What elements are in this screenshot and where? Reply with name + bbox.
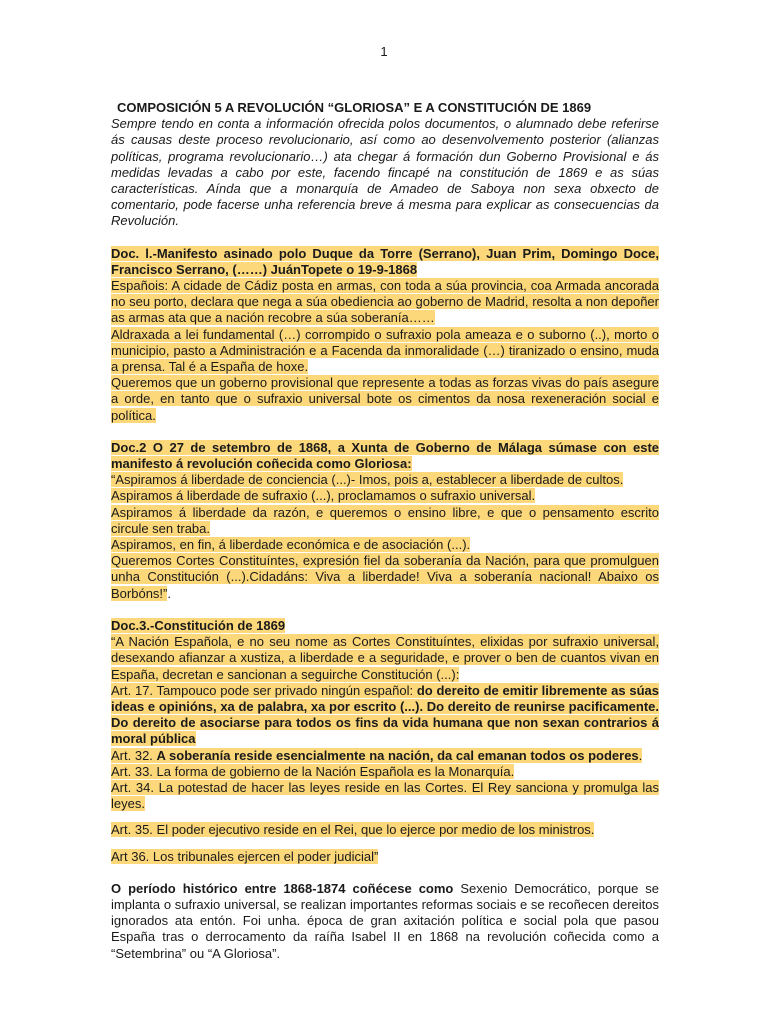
document-body bbox=[111, 100, 659, 962]
doc1-paragraph-2: Aldraxada a lei fundamental (…) corrompido o sufraxio pola ameaza e o suborno (..), morto o municipio, pasto a Administración e a Facenda da inmoralidade (…) tiranizado o ensino, muda a prensa. Tal é a España de hoxe. bbox=[111, 326, 659, 375]
page-number: 1 bbox=[380, 44, 388, 59]
closing-bold: O período histórico entre 1868-1874 coñécese como bbox=[111, 880, 454, 896]
doc2-paragraph-1: “Aspiramos á liberdade de conciencia (...)- Imos, pois a, establecer a liberdade de cultos. bbox=[111, 472, 624, 488]
doc2-paragraph-5-end: . bbox=[167, 585, 171, 601]
doc3-section bbox=[111, 618, 659, 865]
doc1-paragraph-3: Queremos que un goberno provisional que represente a todas as forzas vivas do país asegure a orde, en tanto que o sufraxio universal bote os cimentos da nosa rexeneración social e política. bbox=[111, 375, 659, 423]
doc3-art34: Art. 34. La potestad de hacer las leyes reside en las Cortes. El Rey sanciona y promulga las leyes. bbox=[111, 779, 659, 812]
doc2-paragraph-5: Queremos Cortes Constituíntes, expresión fiel da soberanía da Nación, para que promulguen unha Constitución (...).Cidadáns: Viva a liberdade! Viva a soberanía nacional! Abaixo os Borbóns!” bbox=[111, 553, 659, 601]
doc3-art32-lead: Art. 32. bbox=[111, 747, 157, 763]
doc1-section bbox=[111, 246, 659, 424]
doc3-heading: Doc.3.-Constitución de 1869 bbox=[111, 617, 286, 633]
document-title: COMPOSICIÓN 5 A REVOLUCIÓN “GLORIOSA” E A CONSTITUCIÓN DE 1869 bbox=[117, 100, 592, 115]
doc2-section bbox=[111, 440, 659, 602]
doc2-paragraph-3: Aspiramos á liberdade da razón, e queremos o ensino libre, e que o pensamento escrito circule sen traba. bbox=[111, 504, 659, 536]
doc1-paragraph-1: Españois: A cidade de Cádiz posta en armas, con toda a súa provincia, coa Armada ancorada no seu porto, declara que nega a súa obediencia ao goberno de Madrid, resolta a non depoñer as armas ata que a nación recobre a súa soberanía…… bbox=[111, 278, 659, 326]
doc2-heading: Doc.2 O 27 de setembro de 1868, a Xunta de Goberno de Málaga súmase con este manifesto á revolución coñecida como Gloriosa: bbox=[111, 439, 659, 472]
doc3-art33: Art. 33. La forma de gobierno de la Nación Española es la Monarquía. bbox=[111, 763, 515, 779]
closing-text: Sexenio Democrático, porque se implanta o sufraxio universal, se realizan importantes reformas sociais e se recoñecen dereitos ignorados ata entón. Foi unha. época de gran axitación política e social pola que pasou España tras o derrocamento da raíña Isabel II en 1868 na revolución coñecida como a “Setembrina” ou “A Gloriosa”. bbox=[111, 880, 660, 961]
doc3-preamble: “A Nación Española, e no seu nome as Cortes Constituíntes, elixidas por sufraxio universal, desexando afianzar a xustiza, a liberdade e a seguridade, e prover o ben de cuantos vivan en España, decretan e sancionan a seguirche Constitución (...): bbox=[111, 634, 659, 682]
doc3-art36: Art 36. Los tribunales ejercen el poder judicial” bbox=[111, 848, 379, 864]
doc3-art35: Art. 35. El poder ejecutivo reside en el Rei, que lo ejerce por medio de los ministros. bbox=[111, 822, 595, 838]
doc3-art32-bold: A soberanía reside esencialmente na nación, da cal emanan todos os poderes bbox=[156, 747, 639, 763]
intro-paragraph: Sempre tendo en conta a información ofrecida polos documentos, o alumnado debe referirse ás causas deste proceso revolucionario, así como ao desenvolvemento posterior (alianzas políticas, programa revolucionario…) ata chegar á formación dun Goberno Provisional e ás medidas levadas a cabo por este, facendo fincapé na constitución de 1869 e as súas características. Aínda que a monarquía de Amadeo de Saboya non sexa obxecto de comentario, pode facerse unha referencia breve á mesma para explicar as consecuencias da Revolución. bbox=[111, 116, 659, 229]
closing-section bbox=[111, 881, 659, 962]
doc2-paragraph-2: Aspiramos á liberdade de sufraxio (...), proclamamos o sufraxio universal. bbox=[111, 488, 536, 504]
doc3-art17-bold: do dereito de emitir libremente as súas ideas e opinións, xa de palabra, xa por escrito (...). Do dereito de reunirse pacificamente. Do dereito de asociarse para todos os fins da vida humana que non sexan contrarios á moral pública bbox=[111, 682, 659, 747]
doc2-paragraph-4: Aspiramos, en fin, á liberdade económica e de asociación (...). bbox=[111, 537, 471, 553]
doc3-art32-end: . bbox=[638, 747, 643, 763]
doc1-heading: Doc. l.-Manifesto asinado polo Duque da Torre (Serrano), Juan Prim, Domingo Doce, Francisco Serrano, (……) JuánTopete o 19-9-1868 bbox=[111, 245, 659, 277]
doc3-art17-lead: Art. 17. Tampouco pode ser privado ningún español: bbox=[111, 682, 417, 698]
